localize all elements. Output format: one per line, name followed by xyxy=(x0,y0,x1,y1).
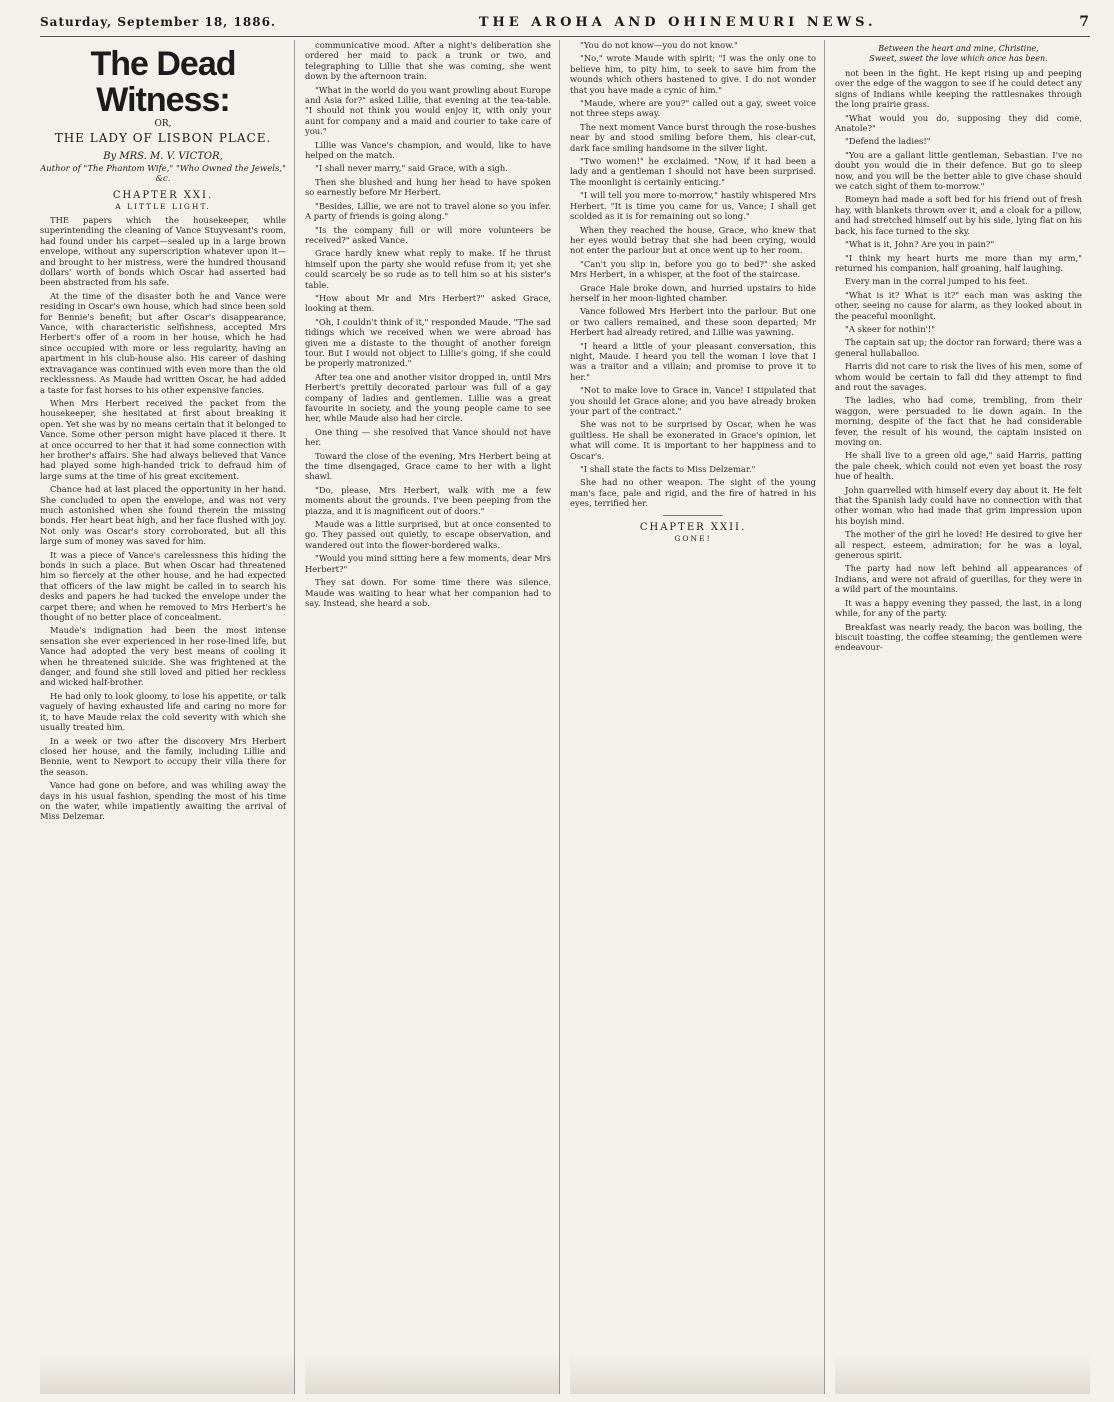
column-1-text xyxy=(40,215,286,822)
paragraph: "I think my heart hurts me more than my arm," returned his companion, half groaning, half laughing. xyxy=(835,252,1082,273)
paragraph: Grace hardly knew what reply to make. If he thrust himself upon the party she would refuse from it; yet she could scarcely be so rude as to tell him so at his sister's table. xyxy=(305,248,551,290)
paragraph: "You are a gallant little gentleman, Sebastian. I've no doubt you would die in their defence. But go to sleep now, and you will be the better able to give chase should we catch sight of them to-morrow." xyxy=(835,149,1082,192)
chapter-subheading-2: GONE! xyxy=(674,533,712,543)
page-number: 7 xyxy=(1079,14,1090,30)
column-3-text xyxy=(570,40,816,509)
paragraph: "I shall state the facts to Miss Delzemar." xyxy=(580,464,756,475)
paragraph: He had only to look gloomy, to lose his appetite, or talk vaguely of having exhausted life and caring no more for it, to have Maude relax the cold severity with which she usually treated him. xyxy=(40,690,286,733)
paragraph: Lillie was Vance's champion, and would, like to have helped on the match. xyxy=(305,139,551,161)
paragraph: communicative mood. After a night's deliberation she ordered her maid to pack a trunk or two, and telegraphing to Lillie that she was coming, she went down by the afternoon train. xyxy=(305,40,551,82)
paragraph: It was a piece of Vance's carelessness this hiding the bonds in such a place. But when Oscar had threatened him so fiercely at the other house, and he had expected that officers of the law might be called in to search his desks and papers he had tucked the envelope under the carpet there; and when he removed to Mrs Herbert's he thought of no better place of concealment. xyxy=(40,549,286,623)
newspaper-title: THE AROHA AND OHINEMURI NEWS. xyxy=(478,14,877,30)
story-or: OR, xyxy=(154,119,172,129)
paragraph: At the time of the disaster both he and Vance were residing in Oscar's own house, which had since been sold for Bennie's benefit; but after Oscar's disappearance, Vance, with characteristic selfishness, accepted Mrs Herbert's offer of a room in her house, which he had since occupied with more or less regularity, having an apartment in his club-house also. His career of dashing extravagance was continued with even more than the old recklessness. As Maude had written Oscar, he had added a taste for fast horses to his other expensive fancies. xyxy=(40,290,286,395)
verse-block xyxy=(835,44,1082,64)
paragraph: She was not to be surprised by Oscar, when he was guiltless. He shall be exonerated in Grace's opinion, let what will come. It is important to her happiness and to Oscar's. xyxy=(570,419,816,461)
paragraph: He shall live to a green old age," said Harris, patting the pale cheek, which could not even yet boast the rosy hue of health. xyxy=(835,450,1082,482)
paragraph: The captain sat up; the doctor ran forward; there was a general hullaballoo. xyxy=(835,337,1082,358)
paragraph: "You do not know—you do not know." xyxy=(580,40,738,50)
paragraph: "Defend the ladies!" xyxy=(845,136,931,147)
paragraph: Breakfast was nearly ready, the bacon was boiling, the biscuit toasting, the coffee steaming; the gentlemen were endeavour- xyxy=(835,621,1082,653)
masthead xyxy=(40,8,1090,37)
paragraph: Vance followed Mrs Herbert into the parlour. But one or two callers remained, and these soon departed; Mr Herbert had already retired, and Lillie was yawning. xyxy=(570,306,816,338)
paragraph: THE papers which the housekeeper, while superintending the cleaning of Vance Stuyvesant's room, had found under his carpet—sealed up in a large brown envelope, without any superscription whatever upon it—and brought to her mistress, were the hundred thousand dollars' worth of bonds which Oscar had asserted had been abstracted from his safe. xyxy=(40,215,286,288)
paragraph: "Two women!" he exclaimed. "Now, if it had been a lady and a gentleman I should not have been surprised. The moonlight is certainly enticing." xyxy=(570,156,816,187)
story-byline: By MRS. M. V. VICTOR, xyxy=(103,151,223,162)
paragraph: Then she blushed and hung her head to have spoken so earnestly before Mr Herbert. xyxy=(305,176,551,198)
paragraph: "I shall never marry," said Grace, with a sigh. xyxy=(315,163,508,174)
paragraph: Maude's indignation had been the most intense sensation she ever experienced in her rose-lined life, but Vance had adopted the very best means of cooling it when he threatened suicide. She was frightened at the danger, and found she still loved and pitied her reckless and wicked half-brother. xyxy=(40,625,286,688)
paragraph: She had no other weapon. The sight of the young man's face, pale and rigid, and the fire of hatred in his eyes, terrified her. xyxy=(570,477,816,509)
paragraph: "Can't you slip in, before you go to bed?" she asked Mrs Herbert, in a whisper, at the foot of the staircase. xyxy=(570,258,816,280)
paragraph: In a week or two after the discovery Mrs Herbert closed her house, and the family, including Lillie and Bennie, went to Newport to occupy their villa there for the season. xyxy=(40,735,286,777)
paragraph: When they reached the house, Grace, who knew that her eyes would betray that she had been crying, would not enter the parlour but at once went up to her room. xyxy=(570,224,816,256)
paragraph: One thing — she resolved that Vance should not have her. xyxy=(305,426,551,448)
verse-line: Between the heart and mine, Christine, xyxy=(878,44,1039,53)
column-2-text xyxy=(305,40,551,608)
paragraph: Grace Hale broke down, and hurried upstairs to hide herself in her moon-lighted chamber. xyxy=(570,282,816,303)
paragraph: Maude was a little surprised, but at once consented to go. They passed out quietly, to escape observation, and wandered out into the flower-bordered walks. xyxy=(305,519,551,550)
paragraph: "Maude, where are you?" called out a gay, sweet voice not three steps away. xyxy=(570,98,816,119)
paragraph: Every man in the corral jumped to his feet. xyxy=(845,276,1028,287)
chapter-heading-2: CHAPTER XXII. xyxy=(639,521,747,533)
paragraph: "Is the company full or will more volunteers be received?" asked Vance. xyxy=(305,224,551,245)
paragraph: "Not to make love to Grace in, Vance! I stipulated that you should let Grace alone; and you have already broken your part of the contract." xyxy=(570,385,816,416)
paragraph: "How about Mr and Mrs Herbert?" asked Grace, looking at them. xyxy=(305,292,551,314)
paragraph: Harris did not care to risk the lives of his men, some of whom would be certain to fall did they attempt to find and rout the savages. xyxy=(835,361,1082,392)
paragraph: Chance had at last placed the opportunity in her hand. She concluded to open the envelope, and was not very much astonished when she found therein the missing bonds. Her heart beat high, and her face flushed with joy. Not only was Oscar's story corroborated, but all this large sum of money was saved for him. xyxy=(40,484,286,547)
paragraph: The next moment Vance burst through the rose-bushes near by and stood smiling before them, his clear-cut, dark face smiling handsome in the silver light. xyxy=(570,121,816,153)
column-4-text xyxy=(835,68,1082,653)
paragraph: "What is it, John? Are you in pain?" xyxy=(845,239,995,250)
paragraph: "No," wrote Maude with spirit; "I was the only one to believe him, to pity him, to seek to save him from the wounds which others hastened to give. I do not wonder that you have made a cynic of him." xyxy=(570,53,816,95)
paragraph: "What is it? What is it?" each man was asking the other, seeing no cause for alarm, as they looked about in the peaceful moonlight. xyxy=(835,289,1082,321)
column-3 xyxy=(570,40,825,1394)
paragraph: "Besides, Lillie, we are not to travel alone so you infer. A party of friends is going along." xyxy=(305,200,551,222)
paragraph: not been in the fight. He kept rising up and peeping over the edge of the waggon to see if he could detect any signs of Indians while keeping the rattlesnakes through the long prairie grass. xyxy=(835,68,1082,110)
chapter-heading: CHAPTER XXI. xyxy=(112,190,214,201)
divider-rule xyxy=(663,515,723,516)
paragraph: "What would you do, supposing they did come, Anatole?" xyxy=(835,112,1082,134)
paragraph: After tea one and another visitor dropped in, until Mrs Herbert's prettily decorated parlour was full of a gay company of ladies and gentlemen. Lillie was a great favourite in society, and the young people came to see her, while Maude also had her circle. xyxy=(305,371,551,424)
column-1 xyxy=(40,40,295,1394)
paragraph: "A skeer for nothin'!" xyxy=(845,323,936,334)
column-4 xyxy=(835,40,1090,1394)
paragraph: The mother of the girl he loved! He desired to give her all respect, esteem, admiration; for he was a loyal, generous spirit. xyxy=(835,529,1082,561)
paragraph: The party had now left behind all appearances of Indians, and were not afraid of guerillas, for they were in a wild part of the mountains. xyxy=(835,563,1082,595)
paragraph: "Would you mind sitting here a few moments, dear Mrs Herbert?" xyxy=(305,553,551,574)
story-title: The Dead Witness: xyxy=(90,45,236,119)
story-subtitle: THE LADY OF LISBON PLACE. xyxy=(54,131,272,145)
chapter-subheading: A LITTLE LIGHT. xyxy=(115,202,211,211)
verse-line: Sweet, sweet the love which once has been. xyxy=(869,54,1048,63)
paragraph: "Do, please, Mrs Herbert, walk with me a few moments about the grounds. I've been peeping from the piazza, and it is magnificent out of doors." xyxy=(305,484,551,516)
paragraph: The ladies, who had come, trembling, from their waggon, were persuaded to lie down again. In the morning, despite of the fact that he had considerable fever, the result of his wound, the captain insisted on moving on. xyxy=(835,395,1082,447)
issue-date: Saturday, September 18, 1886. xyxy=(40,15,277,29)
column-2 xyxy=(305,40,560,1394)
paragraph: When Mrs Herbert received the packet from the housekeeper, she hesitated at first about breaking it open. Yet she was by no means certain that it belonged to Vance. Some other person might have placed it there. It at once occurred to her that it had some connection with her brother's affairs. She had always believed that Vance had played some high-handed trick to defraud him of large sums at the time of his great excitement. xyxy=(40,397,286,481)
paragraph: "What in the world do you want prowling about Europe and Asia for?" asked Lillie, that evening at the tea-table. "I should not think you would enjoy it, with only your aunt for company and a maid and courier to take care of you." xyxy=(305,84,551,137)
paragraph: Vance had gone on before, and was whiling away the days in his usual fashion, spending the most of his time on the water, while impatiently awaiting the arrival of Miss Delzemar. xyxy=(40,780,286,822)
paragraph: Romeyn had made a soft bed for his friend out of fresh hay, with blankets thrown over it, and a cloak for a pillow, and had stretched himself out by his side, lying flat on his back, his face turned to the sky. xyxy=(835,194,1082,236)
paragraph: John quarrelled with himself every day about it. He felt that the Spanish lady could have no connection with that other woman who had made that grim impression upon his boyish mind. xyxy=(835,484,1082,526)
paragraph: It was a happy evening they passed, the last, in a long while, for any of the party. xyxy=(835,597,1082,619)
columns xyxy=(40,40,1090,1394)
paragraph: Toward the close of the evening, Mrs Herbert being at the time disengaged, Grace came to her with a light shawl. xyxy=(305,450,551,482)
paragraph: "Oh, I couldn't think of it," responded Maude. "The sad tidings which we received when we were abroad has given me a distaste to the thought of another foreign tour. But I would not object to Lillie's going, if she could be properly matronized." xyxy=(305,316,551,369)
paragraph: "I will tell you more to-morrow," hastily whispered Mrs Herbert. "It is time you came for us, Vance; I shall get scolded as it is for remaining out so long." xyxy=(570,190,816,222)
author-note: Author of "The Phantom Wife," "Who Owned the Jewels," &c. xyxy=(40,164,286,184)
paragraph: They sat down. For some time there was silence. Maude was waiting to hear what her companion had to say. Instead, she heard a sob. xyxy=(305,577,551,608)
paragraph: "I heard a little of your pleasant conversation, this night, Maude. I heard you tell the woman I love that I was a traitor and a villain; and promise to prove it to her." xyxy=(570,340,816,382)
